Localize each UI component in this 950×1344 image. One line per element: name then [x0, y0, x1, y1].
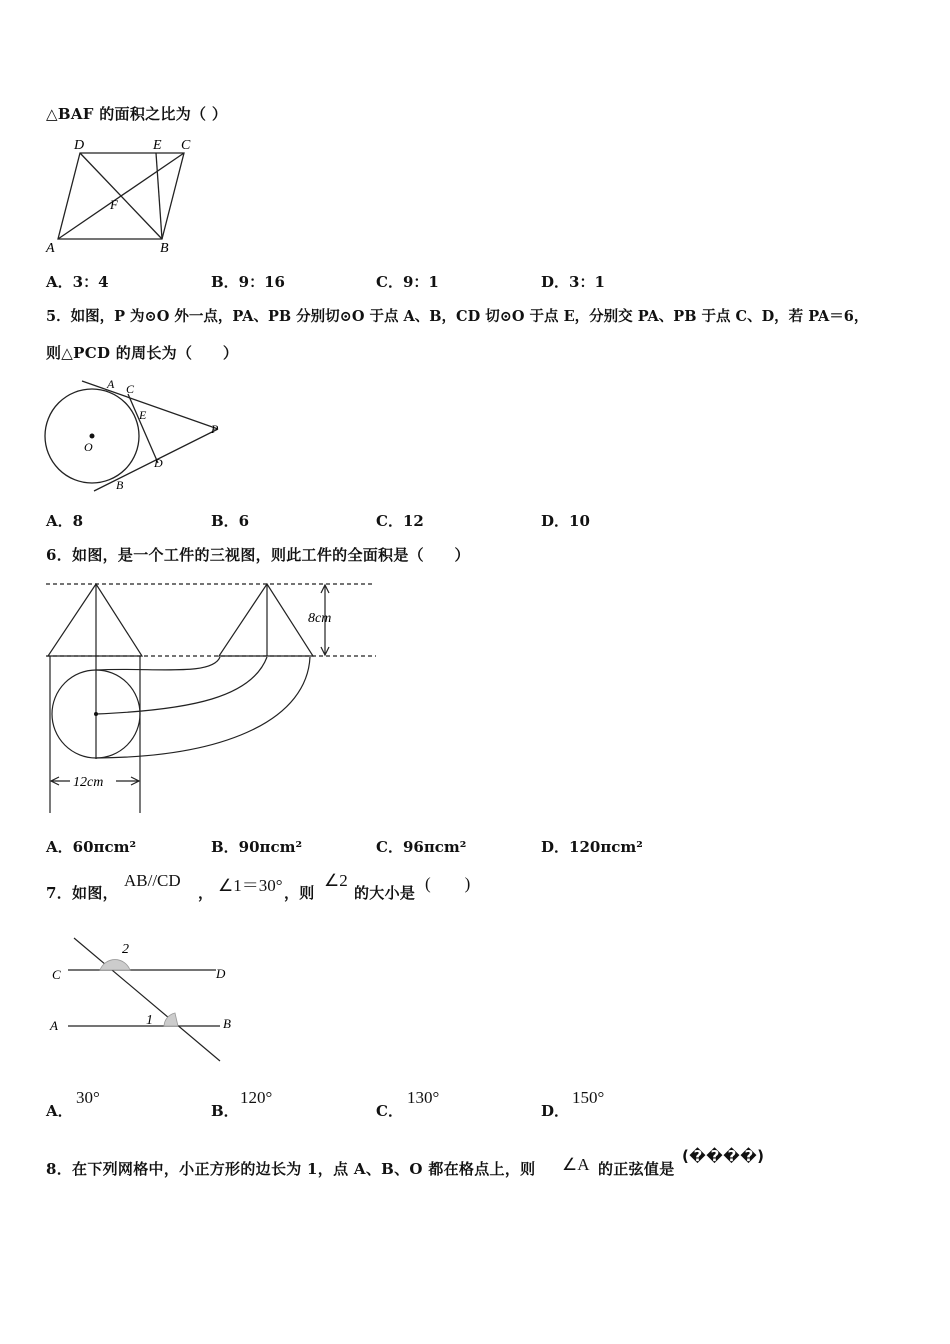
q6-option-c[interactable]: C．96πcm² [376, 838, 467, 856]
label-a: A [107, 377, 115, 391]
width-label: 12cm [73, 775, 104, 790]
q4-option-b[interactable]: B．9：16 [211, 273, 285, 291]
label-b: B [223, 1016, 231, 1031]
q6-option-a[interactable]: A．60πcm² [46, 838, 137, 856]
label-b: B [116, 478, 124, 492]
label-d: D [154, 456, 163, 470]
q7-option-b-value[interactable]: 120° [240, 1088, 273, 1107]
label-c: C [181, 138, 191, 153]
q7-option-b-letter[interactable]: B． [211, 1102, 239, 1120]
q8-stem: 8．在下列网格中，小正方形的边长为 1，点 A、B、O 都在格点上，则 [46, 1160, 536, 1178]
q7-prefix: 7．如图， [46, 884, 118, 902]
label-a: A [46, 241, 55, 256]
q4-option-d[interactable]: D．3：1 [541, 273, 605, 291]
q4-stem-tail: △BAF 的面积之比为（ ） [46, 105, 228, 123]
label-c: C [126, 382, 135, 396]
angle-2-marker [100, 960, 130, 970]
q4-option-c[interactable]: C．9：1 [376, 273, 439, 291]
q5-option-d[interactable]: D．10 [541, 512, 590, 530]
q5-stem-line2: 则△PCD 的周长为（ ） [46, 344, 239, 362]
side-view-triangle [219, 584, 313, 656]
label-1: 1 [146, 1013, 153, 1028]
q6-stem: 6．如图，是一个工件的三视图，则此工件的全面积是（ ） [46, 546, 470, 564]
q8-garbled-paren: (����) [682, 1147, 765, 1165]
label-o: O [84, 440, 93, 454]
center-dot-o [90, 434, 95, 439]
front-view-triangle [48, 584, 142, 656]
label-c: C [52, 967, 61, 982]
q7-option-d-letter[interactable]: D． [541, 1102, 570, 1120]
label-d: D [74, 138, 85, 153]
q6-three-views-figure [42, 577, 382, 817]
q7-option-c-value[interactable]: 130° [407, 1088, 440, 1107]
q5-stem-line1: 5．如图，P 为⊙O 外一点，PA、PB 分别切⊙O 于点 A、B，CD 切⊙O 于点 E，分别交 PA、PB 于点 C、D，若 PA＝6， [46, 308, 869, 325]
q7-option-a-value[interactable]: 30° [76, 1088, 100, 1107]
label-b: B [160, 241, 169, 256]
circle-center-dot [94, 712, 98, 716]
label-d: D [216, 966, 226, 981]
q6-option-d[interactable]: D．120πcm² [541, 838, 643, 856]
tangent-cd [128, 394, 158, 463]
q7-comma: ， [198, 884, 214, 902]
q4-parallelogram-figure [44, 136, 204, 256]
q7-condition-angle1: ∠1＝30° [218, 876, 283, 895]
q6-option-b[interactable]: B．90πcm² [211, 838, 303, 856]
height-label: 8cm [308, 611, 332, 626]
label-e: E [153, 138, 162, 153]
q7-suffix: 的大小是 [354, 884, 416, 902]
q7-option-d-value[interactable]: 150° [572, 1088, 605, 1107]
label-f: F [110, 197, 118, 212]
q5-circle-tangent-figure [40, 375, 240, 495]
curve-middle [96, 657, 267, 714]
q8-angle-a: ∠A [562, 1155, 590, 1174]
q7-option-c-letter[interactable]: C． [376, 1102, 403, 1120]
label-a: A [50, 1018, 58, 1033]
q7-then: ，则 [284, 884, 315, 902]
q7-option-a-letter[interactable]: A． [46, 1102, 73, 1120]
q7-paren: ( ) [425, 874, 471, 893]
transversal [74, 938, 220, 1061]
q5-option-b[interactable]: B．6 [211, 512, 250, 530]
diagonal-db [80, 153, 162, 239]
q5-option-c[interactable]: C．12 [376, 512, 424, 530]
q7-parallel-lines-figure [44, 935, 244, 1065]
q4-option-a[interactable]: A．3：4 [46, 273, 109, 291]
q5-option-a[interactable]: A．8 [46, 512, 84, 530]
curve-lower [96, 657, 310, 758]
label-p: P [211, 422, 219, 436]
label-2: 2 [122, 942, 129, 957]
label-e: E [139, 408, 147, 422]
q8-suffix: 的正弦值是 [598, 1160, 675, 1178]
segment-be [156, 153, 162, 239]
q7-condition-parallel: AB//CD [124, 871, 181, 890]
tangent-pa [82, 381, 218, 429]
q7-angle2: ∠2 [324, 871, 348, 890]
curve-upper [96, 657, 220, 670]
